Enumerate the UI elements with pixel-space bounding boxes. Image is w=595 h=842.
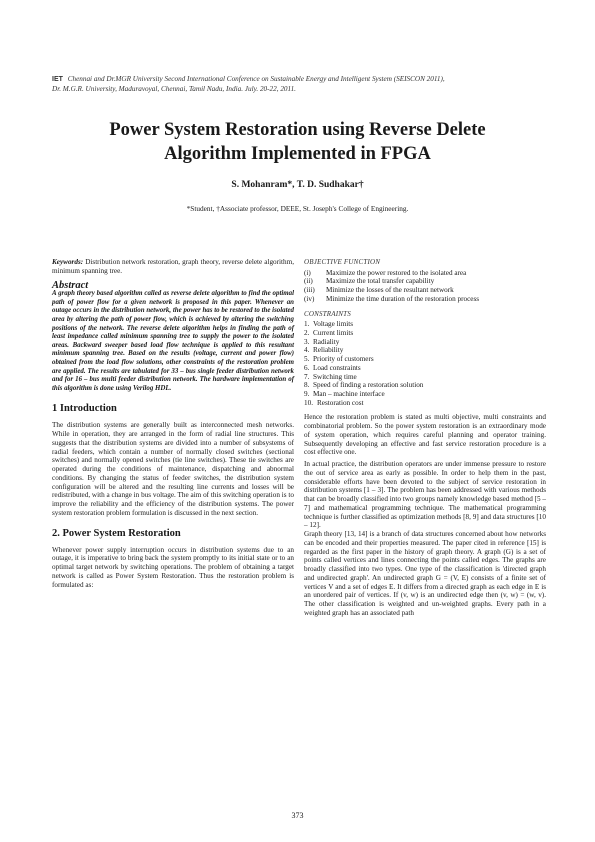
objective-heading: OBJECTIVE FUNCTION — [304, 258, 381, 266]
authors: S. Mohanram*, T. D. Sudhakar† — [231, 180, 364, 190]
keywords-label: Keywords: — [52, 258, 84, 266]
constraints-heading: CONSTRAINTS — [304, 309, 351, 318]
keywords — [52, 258, 294, 276]
list-item: 5. Priority of customers — [304, 355, 374, 364]
list-item: 8. Speed of finding a restoration solution — [304, 381, 424, 390]
abstract-heading: Abstract — [52, 279, 89, 291]
constraints-list — [304, 320, 546, 407]
section-2-heading: 2. Power System Restoration — [52, 527, 181, 539]
paragraph-actual-practice: In actual practice, the distribution operators are under immense pressure to restore the out of service area as early as possible. In order to help them in the past, considerable efforts have been devoted to the subject of service restoration in distribution systems [1 – 3]. The problem has been addressed with various methods that can be broadly classified into two groups namely knowledge based method [5 – 7] and mathematical programming technique. The mathematical programming technique is further classified as optimization methods [8, 9] and data structures [10 – 12]. — [304, 460, 546, 530]
conference-header — [52, 75, 552, 94]
list-item: 9. Man – machine interface — [304, 389, 385, 398]
objective-list — [304, 269, 546, 304]
section-2-text: Whenever power supply interruption occurs in distribution systems due to an outage, it is imperative to bring back the system promptly to its initial state or to an optimal target network by switching operations. The problem of obtaining a target network is called as Power System Restoration. Thus the restoration problem is formulated as: — [52, 545, 294, 589]
right-column — [304, 258, 546, 618]
section-1-heading: 1 Introduction — [52, 403, 117, 415]
affiliation: *Student, †Associate professor, DEEE, St. Joseph's College of Engineering. — [186, 204, 409, 213]
left-column — [52, 258, 294, 589]
paper-title — [40, 118, 555, 166]
list-item: (ii) Maximize the total transfer capability — [304, 277, 435, 286]
list-item: (iv) Minimize the time duration of the restoration process — [304, 294, 480, 303]
list-item: 3. Radiality — [304, 337, 340, 346]
paragraph-restoration-problem: Hence the restoration problem is stated as multi objective, multi constraints and combinatorial problem. So the power system restoration is an extraordinary mode of system operation, which requires careful planning and operator training. Subsequently developing an effective and fast service restoration procedure is a cost effective one. — [304, 413, 546, 457]
page-number: 373 — [291, 811, 304, 820]
paragraph-graph-theory: Graph theory [13, 14] is a branch of data structures concerned about how networks can be encoded and their properties measured. The paper cited in reference [15] is regarded as the first paper in the history of graph theory. A graph (G) is a set of points called vertices and lines connecting the points called edges. The graphs are broadly classified into two types. One type of the classification is 'directed graph and undirected graph'. An undirected graph G = (V, E) consists of a finite set of vertices V and a set of edges E. It differs from a directed graph as each edge in E is an unordered pair of vertices. If (v, w) is an undirected edge then (v, w) = (w, v). The other classification is weighted and un-weighted graphs. Every path in a weighted graph has an associated path — [304, 530, 546, 617]
list-item: (iii) Minimize the losses of the resultant network — [304, 286, 454, 295]
conference-line-2: Dr. M.G.R. University, Maduravoyal, Chennai, Tamil Nadu, India. July. 20-22, 2011. — [52, 84, 296, 93]
conference-line-1: Chennai and Dr.MGR University Second International Conference on Sustainable Energy and Intelligent System (SEISCON 2011), — [67, 75, 445, 83]
list-item: 2. Current limits — [304, 329, 354, 338]
iet-logo-icon: IET — [52, 76, 63, 83]
title-line-2: Algorithm Implemented in FPGA — [164, 144, 431, 164]
abstract-text: A graph theory based algorithm called as reverse delete algorithm to find the optimal path of power flow for a given network is proposed in this paper. Whenever an outage occurs in the distribution network, the power has to be restored to the isolated area by altering the path of power flow, which is achieved by altering the switching positions of the network. The reverse delete algorithm helps in finding the path of least impedance called minimum spanning tree to supply the power to the isolated areas. Backward sweeper based load flow technique is applied to this resultant minimum spanning tree. Based on the results (voltage, current and power flow) obtained from the load flow solutions, other constraints of the restoration problem are applied. The results are tabulated for 33 – bus single feeder distribution network and for 16 – bus multi feeder distribution network. The hardware implementation of this algorithm is done using Verilog HDL. — [52, 290, 294, 392]
section-1-text: The distribution systems are generally built as interconnected mesh networks. While in operation, they are arranged in the form of radial line structures. This suggests that the distribution systems are divided into a number of subsystems of radial feeders, which contain a number of normally closed switches (sectional switches) and normally opened switches (tie line switches). These tie switches are operated during the conditions of maintenance, dispatching and abnormal conditions. By changing the status of feeder switches, the distribution system configuration will be altered and the resulting line currents and losses will be redistributed, with a change in bus voltage. The aim of this switching operation is to improve the reliability and the efficiency of the distribution systems. The power system restoration problem formulation is discussed in the next section. — [52, 421, 294, 517]
title-line-1: Power System Restoration using Reverse Delete — [109, 120, 486, 140]
list-item: 4. Reliability — [304, 346, 344, 355]
list-item: 10. Restoration cost — [304, 398, 364, 407]
list-item: 7. Switching time — [304, 372, 357, 381]
list-item: (i) Maximize the power restored to the isolated area — [304, 268, 467, 277]
keywords-text: Distribution network restoration, graph theory, reverse delete algorithm, minimum spanning tree. — [52, 258, 294, 275]
list-item: 6. Load constraints — [304, 363, 361, 372]
list-item: 1. Voltage limits — [304, 320, 353, 329]
